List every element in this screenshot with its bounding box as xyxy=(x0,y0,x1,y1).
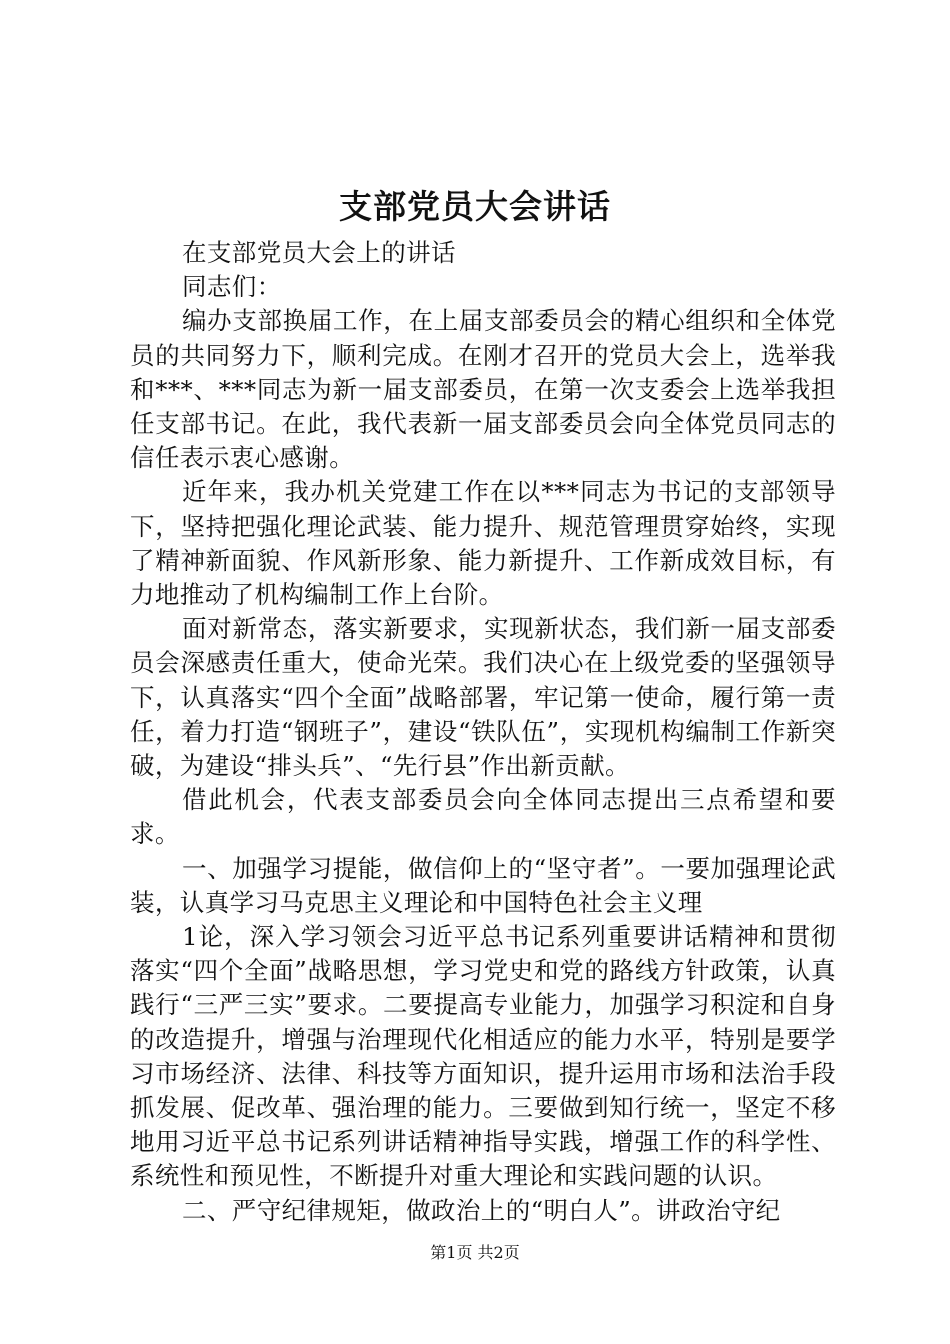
paragraph-point-one-continued: 1论，深入学习领会习近平总书记系列重要讲话精神和贯彻落实“四个全面”战略思想，学习党史和党的路线方针政策，认真践行“三严三实”要求。二要提高专业能力，加强学习积淀和自身的改造提升，增强与治理现代化相适应的能力水平，特别是要学习市场经济、法律、科技等方面知识，提升运用市场和法治手段抓发展、促改革、强治理的能力。三要做到知行统一，坚定不移地用习近平总书记系列讲话精神指导实践，增强工作的科学性、系统性和预见性，不断提升对重大理论和实践问题的认识。 xyxy=(130,922,836,1191)
paragraph-election: 编办支部换届工作，在上届支部委员会的精心组织和全体党员的共同努力下，顺利完成。在刚才召开的党员大会上，选举我和***、***同志为新一届支部委员，在第一次支委会上选举我担任支部书记。在此，我代表新一届支部委员会向全体党员同志的信任表示衷心感谢。 xyxy=(130,306,836,473)
paragraph-salutation: 同志们： xyxy=(182,272,282,302)
paragraph-commitment: 面对新常态，落实新要求，实现新状态，我们新一届支部委员会深感责任重大，使命光荣。我们决心在上级党委的坚强领导下，认真落实“四个全面”战略部署，牢记第一使命，履行第一责任，着力打造“钢班子”，建设“铁队伍”，实现机构编制工作新突破，为建设“排头兵”、“先行县”作出新贡献。 xyxy=(130,614,836,781)
paragraph-review: 近年来，我办机关党建工作在以***同志为书记的支部领导下，坚持把强化理论武装、能力提升、规范管理贯穿始终，实现了精神新面貌、作风新形象、能力新提升、工作新成效目标，有力地推动了机构编制工作上台阶。 xyxy=(130,477,836,610)
document-title: 支部党员大会讲话 xyxy=(339,187,611,226)
paragraph-speech-heading: 在支部党员大会上的讲话 xyxy=(182,238,456,267)
paragraph-requests-intro: 借此机会，代表支部委员会向全体同志提出三点希望和要求。 xyxy=(130,785,836,849)
paragraph-point-one: 一、加强学习提能，做信仰上的“坚守者”。一要加强理论武装，认真学习马克思主义理论和中国特色社会主义理 xyxy=(130,853,836,917)
page-footer: 第1页 共2页 xyxy=(430,1243,520,1262)
paragraph-point-two: 二、严守纪律规矩，做政治上的“明白人”。讲政治守纪 xyxy=(182,1195,781,1225)
document-body xyxy=(130,236,836,1228)
